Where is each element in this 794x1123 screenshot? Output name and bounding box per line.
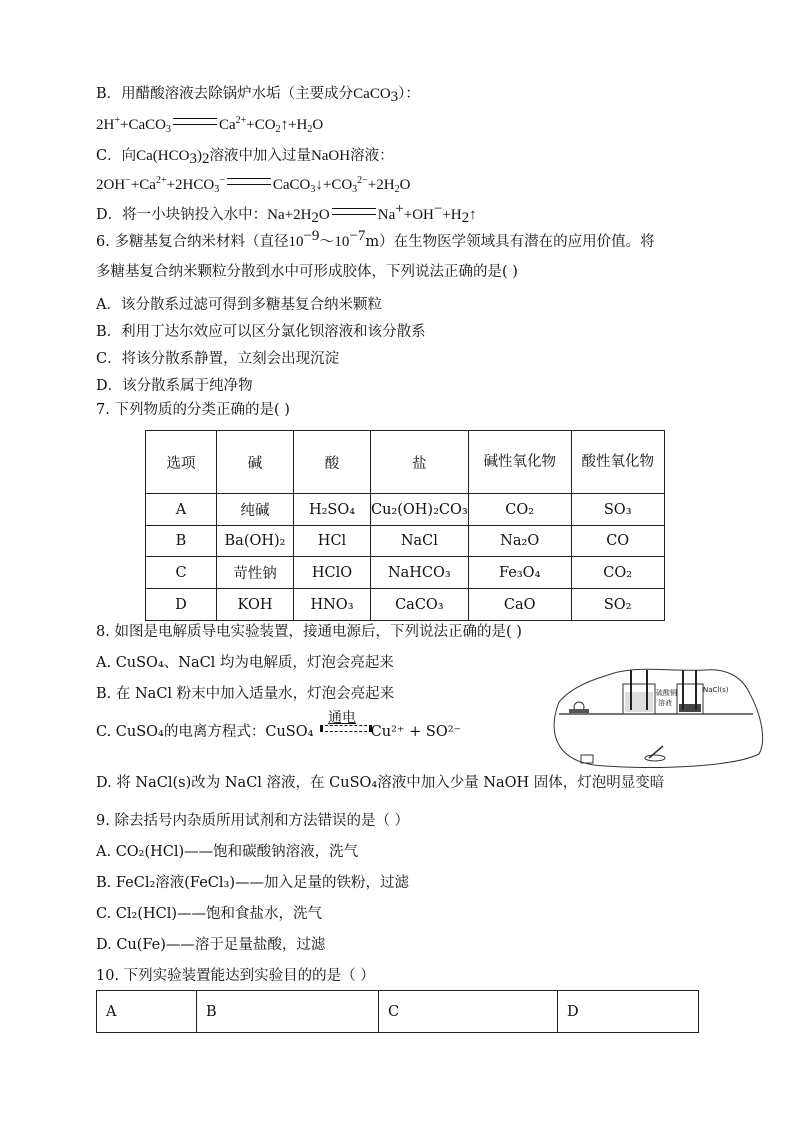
eq-term: 2H <box>96 117 115 133</box>
question-10-stem: 10. 下列实验装置能达到实验目的的是（ ） <box>96 968 375 984</box>
option-b-line <box>96 84 420 104</box>
table-cell: B <box>146 526 217 557</box>
eq-term: ↑ <box>469 207 477 223</box>
eq-term: Na+2H <box>267 207 312 223</box>
subscript: 3 <box>310 184 316 195</box>
header-cell: 选项 <box>146 431 217 494</box>
eq-term: +2H <box>367 177 395 193</box>
subscript: 2 <box>461 210 470 226</box>
question-8-stem: 8. 如图是电解质导电实验装置，接通电源后，下列说法正确的是( ) <box>96 624 522 640</box>
subscript: 3 <box>165 124 171 135</box>
table-cell: CaO <box>468 589 571 621</box>
header-cell: 酸性氧化物 <box>571 431 664 494</box>
q6-option-b: B．利用丁达尔效应可以区分氯化钡溶液和该分散系 <box>96 324 426 340</box>
q8-option-d: D. 将 NaCl(s)改为 NaCl 溶液，在 CuSO₄溶液中加入少量 NaOH 固体，灯泡明显变暗 <box>96 775 665 791</box>
q8-option-b: B. 在 NaCl 粉末中加入适量水，灯泡会亮起来 <box>96 686 395 702</box>
label-nacl: NaCl(s) <box>703 686 729 694</box>
header-cell: 盐 <box>371 431 469 494</box>
table-header-row <box>146 431 665 494</box>
option-b-end: ）： <box>398 86 420 102</box>
classification-table <box>145 430 665 621</box>
subscript: 3 <box>214 184 220 195</box>
equals-sign <box>227 178 271 185</box>
header-cell: 碱 <box>217 431 294 494</box>
question-6-stem-line2: 多糖基复合纳米颗粒分散到水中可形成胶体，下列说法正确的是( ) <box>96 264 518 280</box>
subscript: 3 <box>352 184 358 195</box>
table-cell: Na₂O <box>468 526 571 557</box>
subscript: 2 <box>201 151 210 167</box>
table-cell: CO <box>571 526 664 557</box>
eq-term: +CaCO <box>119 117 166 133</box>
superscript: −9 <box>303 228 320 244</box>
q9-option-b: B. FeCl₂溶液(FeCl₃)——加入足量的铁粉，过滤 <box>96 875 409 891</box>
condition-label: 通电 <box>328 710 357 726</box>
question-7-stem: 7. 下列物质的分类正确的是( ) <box>96 402 290 418</box>
superscript: 2+ <box>235 115 247 126</box>
eq-term: +OH <box>403 207 434 223</box>
superscript: 2− <box>357 175 368 186</box>
table-row <box>97 991 699 1033</box>
eq-term: Ca <box>218 117 236 133</box>
eq-term: ↑+H <box>280 117 308 133</box>
q8-c-ions: Cu²⁺ + SO²⁻ <box>370 724 462 740</box>
q6-text: m）在生物医学领域具有潜在的应用价值。将 <box>365 234 655 250</box>
subscript: 3 <box>390 89 399 105</box>
option-c-equation <box>96 175 410 195</box>
table-cell: 纯碱 <box>217 494 294 526</box>
eq-term: Na <box>377 207 396 223</box>
switch-base <box>645 755 665 761</box>
superscript: −7 <box>349 228 366 244</box>
q6-option-d: D．该分散系属于纯净物 <box>96 378 253 394</box>
table-cell: H₂SO₄ <box>294 494 371 526</box>
eq-term: CaCO <box>272 177 311 193</box>
option-c-text: 溶液中加入过量 <box>209 148 311 164</box>
formula-caco3: CaCO <box>353 86 391 102</box>
table-cell: CO₂ <box>571 557 664 589</box>
option-c-text: 溶液： <box>350 148 394 164</box>
eq-term: O <box>318 207 330 223</box>
option-b-text: B．用醋酸溶液去除锅炉水垢（主要成分 <box>96 86 354 102</box>
table-cell: 苛性钠 <box>217 557 294 589</box>
q9-option-a: A. CO₂(HCl)——饱和碳酸钠溶液，洗气 <box>96 844 359 860</box>
table-cell: Ba(OH)₂ <box>217 526 294 557</box>
eq-term: ↓+CO <box>315 177 353 193</box>
superscript: − <box>125 175 131 186</box>
subscript: 3 <box>189 151 197 167</box>
switch-icon <box>649 746 663 758</box>
table-cell: Fe₃O₄ <box>468 557 571 589</box>
q6-text: 6. 多糖基复合纳米材料（直径 <box>96 234 289 250</box>
header-cell: 碱性氧化物 <box>468 431 571 494</box>
subscript: 2 <box>394 184 400 195</box>
superscript: + <box>395 201 404 217</box>
table-row <box>146 557 665 589</box>
battery-icon <box>581 755 593 763</box>
table-cell: HCl <box>294 526 371 557</box>
label-cuso4: 硫酸铜 <box>656 689 677 697</box>
formula: Ca(HCO <box>136 148 190 164</box>
subscript: 2 <box>311 210 319 226</box>
q8-option-a: A. CuSO₄、NaCl 均为电解质，灯泡会亮起来 <box>96 655 394 671</box>
option-d-text: D．将一小块钠投入水中： <box>96 207 268 223</box>
table-cell: Cu₂(OH)₂CO₃ <box>371 494 469 526</box>
table-cell: HClO <box>294 557 371 589</box>
formula: NaOH <box>310 148 351 164</box>
table-row <box>146 494 665 526</box>
table-cell: SO₂ <box>571 589 664 621</box>
eq-term: +Ca <box>130 177 156 193</box>
bulb-base <box>569 709 589 713</box>
label-solution: 溶液 <box>658 699 672 707</box>
q9-option-c: C. Cl₂(HCl)——饱和食盐水，洗气 <box>96 906 323 922</box>
table-cell: NaHCO₃ <box>371 557 469 589</box>
option-c-line <box>96 146 394 166</box>
table-cell: SO₃ <box>571 494 664 526</box>
eq-term: +H <box>442 207 462 223</box>
circuit-wire <box>554 669 763 767</box>
table-cell: HNO₃ <box>294 589 371 621</box>
superscript: − <box>433 201 443 217</box>
table-cell: C <box>146 557 217 589</box>
eq-term: +2HCO <box>166 177 215 193</box>
superscript: 2+ <box>155 175 167 186</box>
q6-option-a: A．该分散系过滤可得到多糖基复合纳米颗粒 <box>96 297 382 313</box>
apparatus-choice-table <box>96 990 699 1033</box>
table-row <box>146 589 665 621</box>
choice-cell-d: D <box>558 991 699 1033</box>
choice-cell-b: B <box>197 991 379 1033</box>
table-row <box>146 526 665 557</box>
subscript: 2 <box>275 124 281 135</box>
superscript: + <box>114 115 120 126</box>
cuso4-solution <box>625 692 653 712</box>
eq-term: O <box>312 117 324 133</box>
conditional-equals <box>318 710 366 742</box>
option-c-text: C．向 <box>96 148 137 164</box>
conductivity-apparatus-diagram <box>545 662 767 770</box>
option-d-line <box>96 201 477 226</box>
table-cell: NaCl <box>371 526 469 557</box>
eq-term: 2OH <box>96 177 126 193</box>
choice-cell-a: A <box>97 991 197 1033</box>
superscript: − <box>219 175 225 186</box>
question-6-stem <box>96 228 655 252</box>
q6-exp: 10 <box>288 234 304 250</box>
choice-cell-c: C <box>379 991 558 1033</box>
option-b-equation <box>96 115 323 135</box>
header-cell: 酸 <box>294 431 371 494</box>
table-cell: D <box>146 589 217 621</box>
q8-option-c <box>96 710 462 742</box>
equals-sign <box>173 118 217 125</box>
q6-exp: ～10 <box>319 234 350 250</box>
subscript: 2 <box>307 124 313 135</box>
q8-c-text: C. CuSO₄的电离方程式：CuSO₄ <box>96 724 314 740</box>
table-cell: A <box>146 494 217 526</box>
table-cell: CaCO₃ <box>371 589 469 621</box>
table-cell: CO₂ <box>468 494 571 526</box>
question-9-stem: 9. 除去括号内杂质所用试剂和方法错误的是（ ） <box>96 813 410 829</box>
eq-term: +CO <box>246 117 276 133</box>
q6-option-c: C．将该分散系静置，立刻会出现沉淀 <box>96 351 340 367</box>
equals-sign <box>332 208 376 215</box>
table-cell: KOH <box>217 589 294 621</box>
q9-option-d: D. Cu(Fe)——溶于足量盐酸，过滤 <box>96 937 326 953</box>
formula: ) <box>196 148 202 164</box>
eq-term: O <box>399 177 411 193</box>
